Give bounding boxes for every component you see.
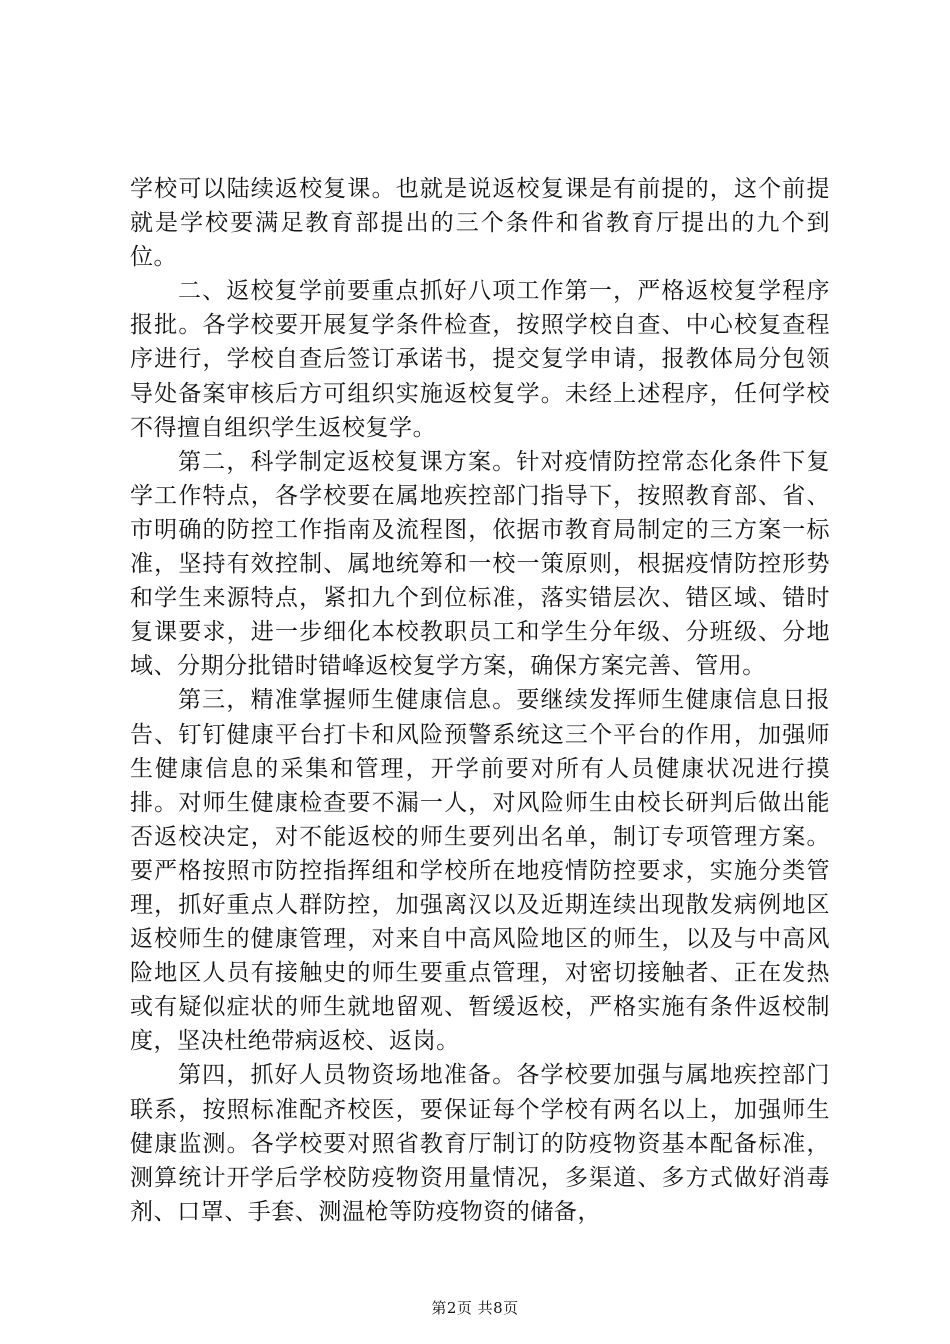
body-text [130,172,830,1229]
paragraph-fourth: 第四，抓好人员物资场地准备。各学校要加强与属地疾控部门联系，按照标准配齐校医，要保证每个学校有两名以上，加强师生健康监测。各学校要对照省教育厅制订的防疫物资基本配备标准，测算统计开学后学校防疫物资用量情况，多渠道、多方式做好消毒剂、口罩、手套、测温枪等防疫物资的储备， [130,1062,830,1225]
paragraph-second: 第二，科学制定返校复课方案。针对疫情防控常态化条件下复学工作特点，各学校要在属地疾控部门指导下，按照教育部、省、市明确的防控工作指南及流程图，依据市教育局制定的三方案一标准，坚持有效控制、属地统筹和一校一策原则，根据疫情防控形势和学生来源特点，紧扣九个到位标准，落实错层次、错区域、错时复课要求，进一步细化本校教职员工和学生分年级、分班级、分地域、分期分批错时错峰返校复学方案，确保方案完善、管用。 [130,448,830,680]
page-footer: 第2页 共8页 [431,1299,519,1317]
paragraph-continuation: 学校可以陆续返校复课。也就是说返校复课是有前提的，这个前提就是学校要满足教育部提出的三个条件和省教育厅提出的九个到位。 [130,176,830,271]
paragraph-third: 第三，精准掌握师生健康信息。要继续发挥师生健康信息日报告、钉钉健康平台打卡和风险预警系统这三个平台的作用，加强师生健康信息的采集和管理，开学前要对所有人员健康状况进行摸排。对师生健康检查要不漏一人，对风险师生由校长研判后做出能否返校决定，对不能返校的师生要列出名单，制订专项管理方案。要严格按照市防控指挥组和学校所在地疫情防控要求，实施分类管理，抓好重点人群防控，加强离汉以及近期连续出现散发病例地区返校师生的健康管理，对来自中高风险地区的师生，以及与中高风险地区人员有接触史的师生要重点管理，对密切接触者、正在发热或有疑似症状的师生就地留观、暂缓返校，严格实施有条件返校制度，坚决杜绝带病返校、返岗。 [130,687,830,1055]
paragraph-section-two: 二、返校复学前要重点抓好八项工作第一，严格返校复学程序报批。各学校要开展复学条件检查，按照学校自查、中心校复查程序进行，学校自查后签订承诺书，提交复学申请，报教体局分包领导处备案审核后方可组织实施返校复学。未经上述程序，任何学校不得擅自组织学生返校复学。 [130,278,830,441]
